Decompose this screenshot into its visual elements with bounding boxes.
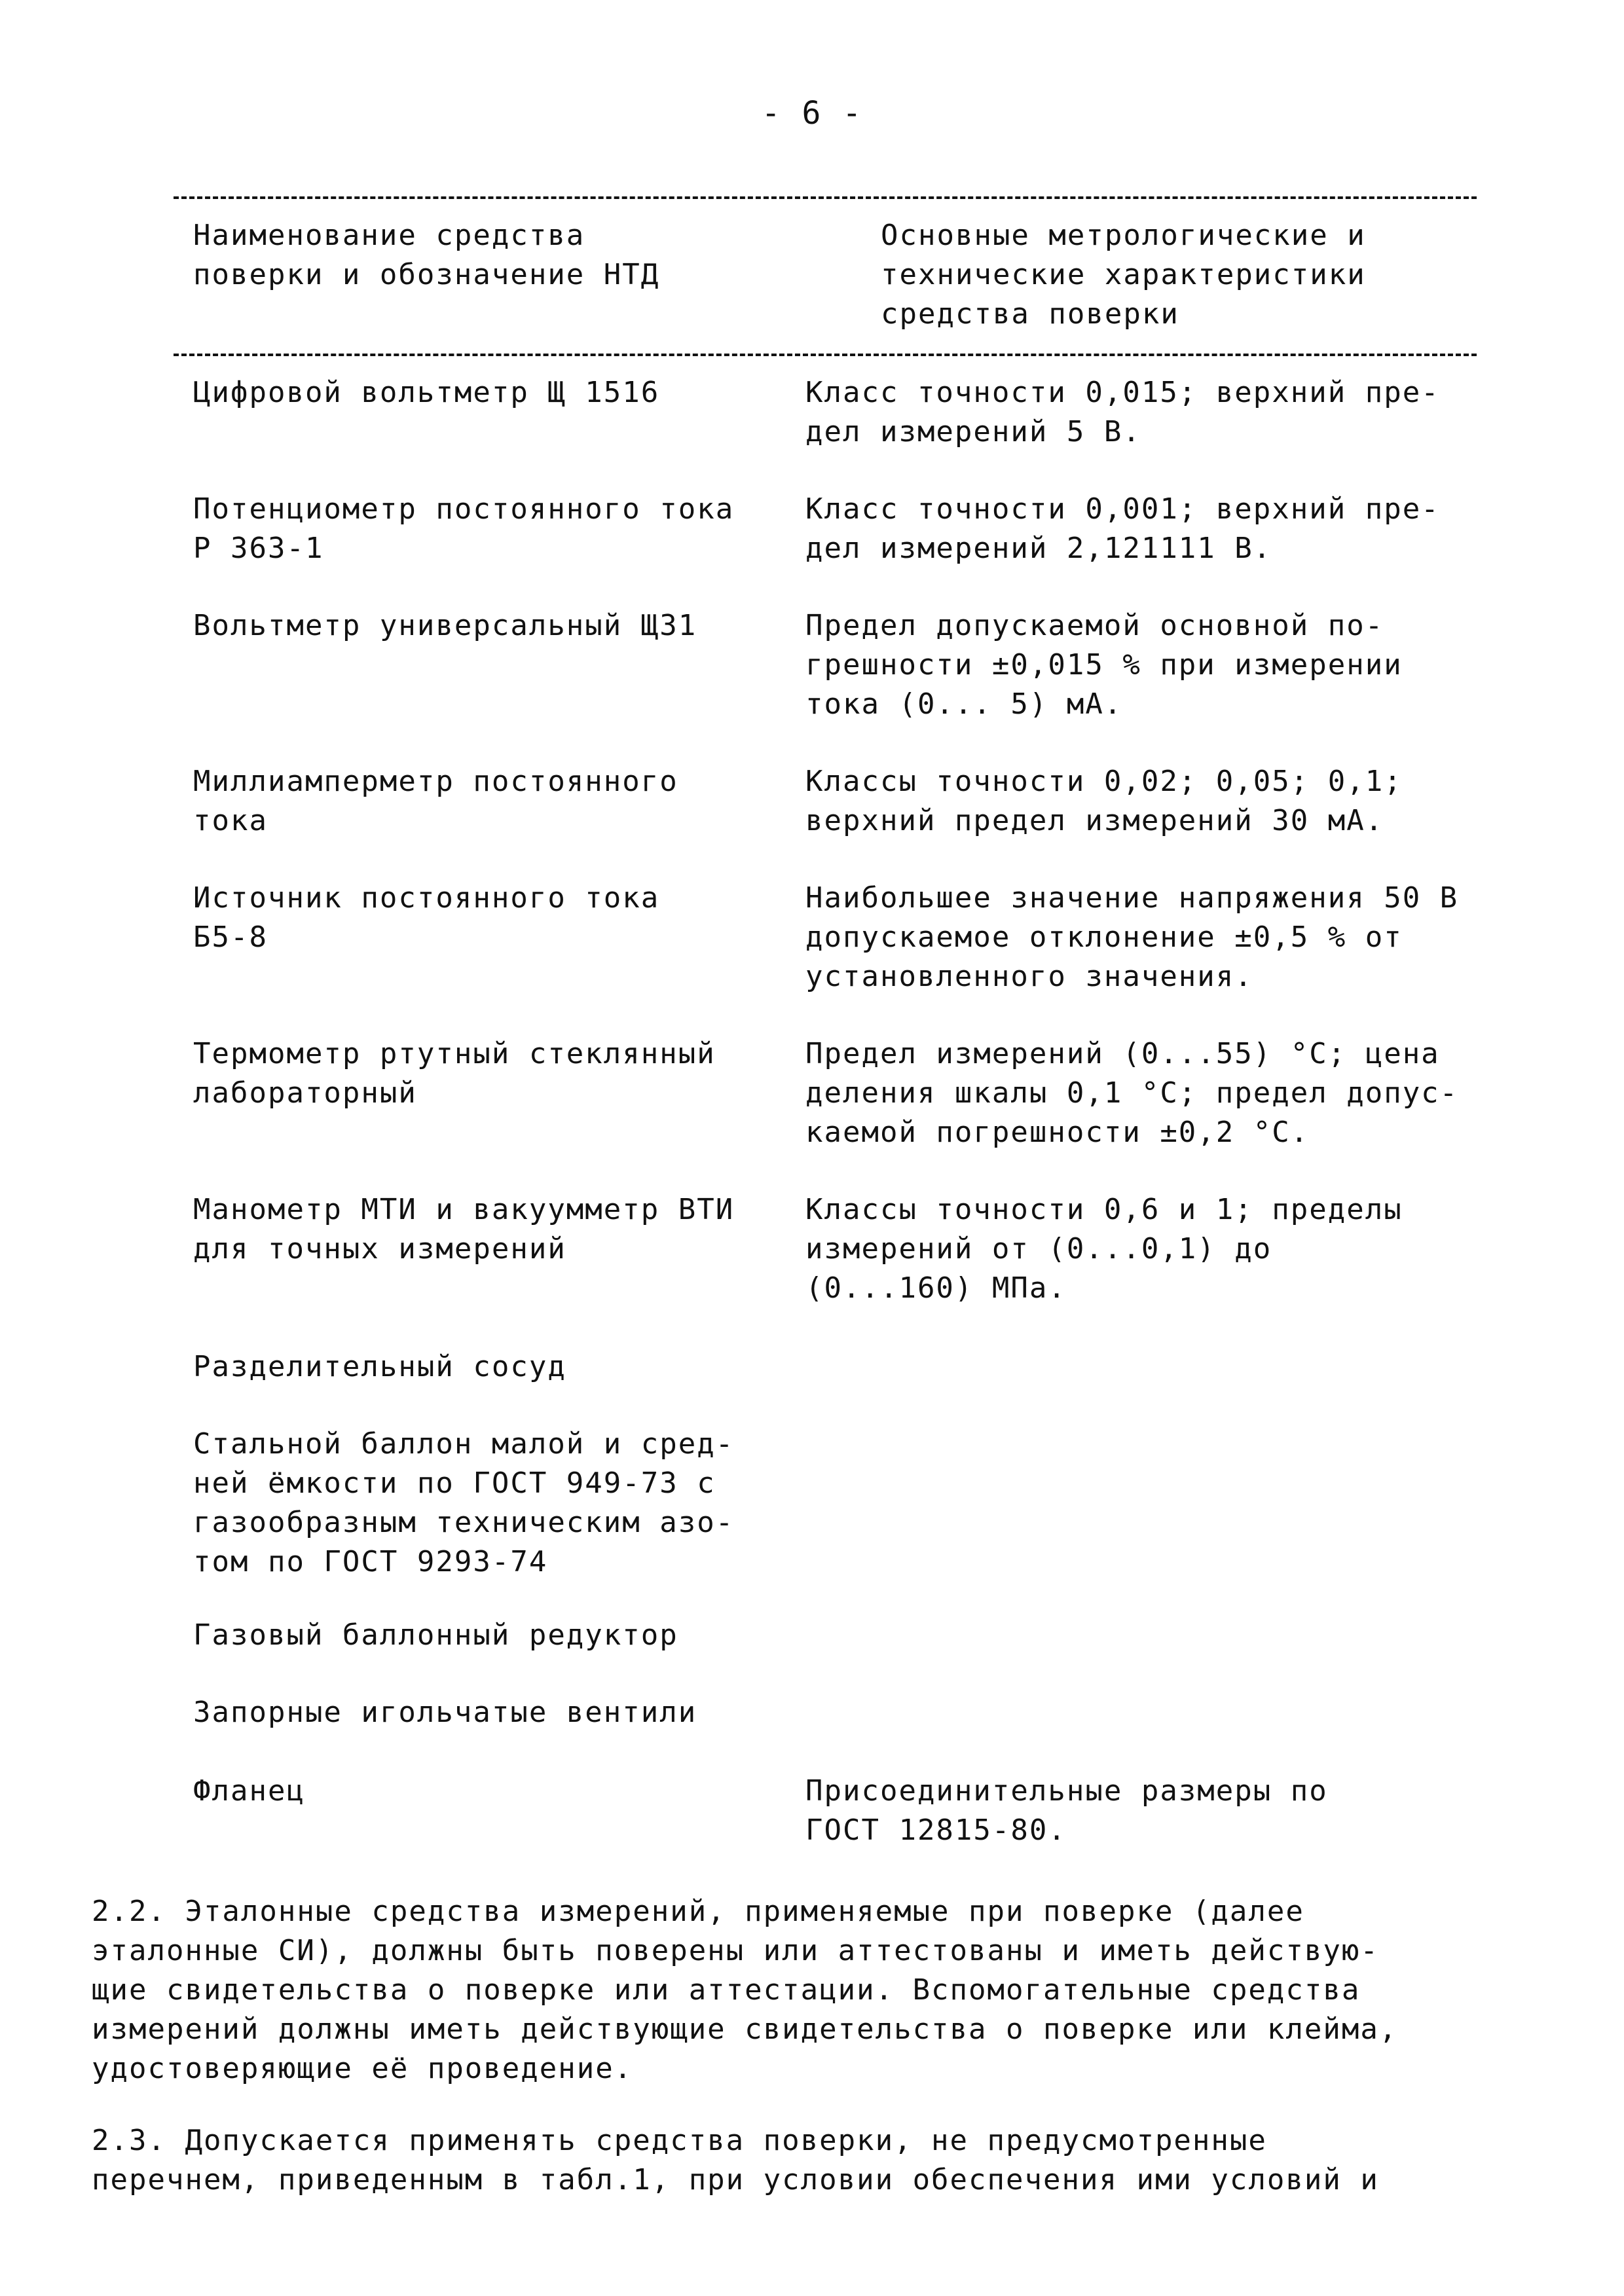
instrument-spec: Наибольшее значение напряжения 50 В допускаемое отклонение ±0,5 % от установленного значения. (805, 881, 1459, 993)
instrument-name: Фланец (193, 1774, 305, 1808)
instrument-name: Термометр ртутный стеклянный лабораторный (193, 1037, 716, 1110)
instrument-name: Цифровой вольтметр Щ 1516 (193, 376, 660, 409)
instrument-spec: Классы точности 0,02; 0,05; 0,1; верхний предел измерений 30 мА. (805, 765, 1403, 837)
instrument-name: Разделительный сосуд (193, 1350, 566, 1383)
instrument-name: Стальной баллон малой и сред- ней ёмкости по ГОСТ 949-73 с газообразным техническим азо- том по ГОСТ 9293-74 (193, 1427, 735, 1578)
instrument-name: Газовый баллонный редуктор (193, 1618, 678, 1652)
instrument-name: Запорные игольчатые вентили (193, 1696, 697, 1729)
paragraph-2-3: 2.3. Допускается применять средства поверки, не предусмотренные перечнем, приведенным в табл.1, при условии обеспечения ими условий и (92, 2124, 1379, 2196)
instrument-name: Вольтметр универсальный Щ31 (193, 609, 697, 642)
instrument-spec: Класс точности 0,015; верхний пре- дел измерений 5 В. (805, 376, 1440, 448)
instrument-spec: Классы точности 0,6 и 1; пределы измерений от (0...0,1) до (0...160) МПа. (805, 1193, 1403, 1305)
instrument-name: Миллиамперметр постоянного тока (193, 765, 678, 837)
instrument-spec: Присоединительные размеры по ГОСТ 12815-80. (805, 1774, 1328, 1847)
instrument-spec: Класс точности 0,001; верхний пре- дел измерений 2,121111 В. (805, 492, 1440, 565)
table-top-rule (174, 196, 1477, 199)
instrument-name: Источник постоянного тока Б5-8 (193, 881, 660, 954)
page-number: - 6 - (761, 95, 863, 132)
table-header-rule (174, 354, 1477, 356)
table-header-name: Наименование средства поверки и обозначение НТД (193, 219, 660, 291)
paragraph-2-2: 2.2. Эталонные средства измерений, применяемые при поверке (далее эталонные СИ), должны быть поверены или аттестованы и иметь действую- щие свидетельства о поверке или аттестации. Вспомогательные средства измерений должны иметь действующие свидетельства о поверке или клейма, удостоверяющие её проведение. (92, 1895, 1398, 2085)
table-header-characteristics: Основные метрологические и технические характеристики средства поверки (881, 219, 1366, 331)
instrument-name: Манометр МТИ и вакуумметр ВТИ для точных измерений (193, 1193, 735, 1266)
instrument-name: Потенциометр постоянного тока Р 363-1 (193, 492, 735, 565)
instrument-spec: Предел измерений (0...55) °С; цена деления шкалы 0,1 °С; предел допус- каемой погрешности ±0,2 °С. (805, 1037, 1459, 1149)
instrument-spec: Предел допускаемой основной по- грешности ±0,015 % при измерении тока (0... 5) мА. (805, 609, 1403, 721)
